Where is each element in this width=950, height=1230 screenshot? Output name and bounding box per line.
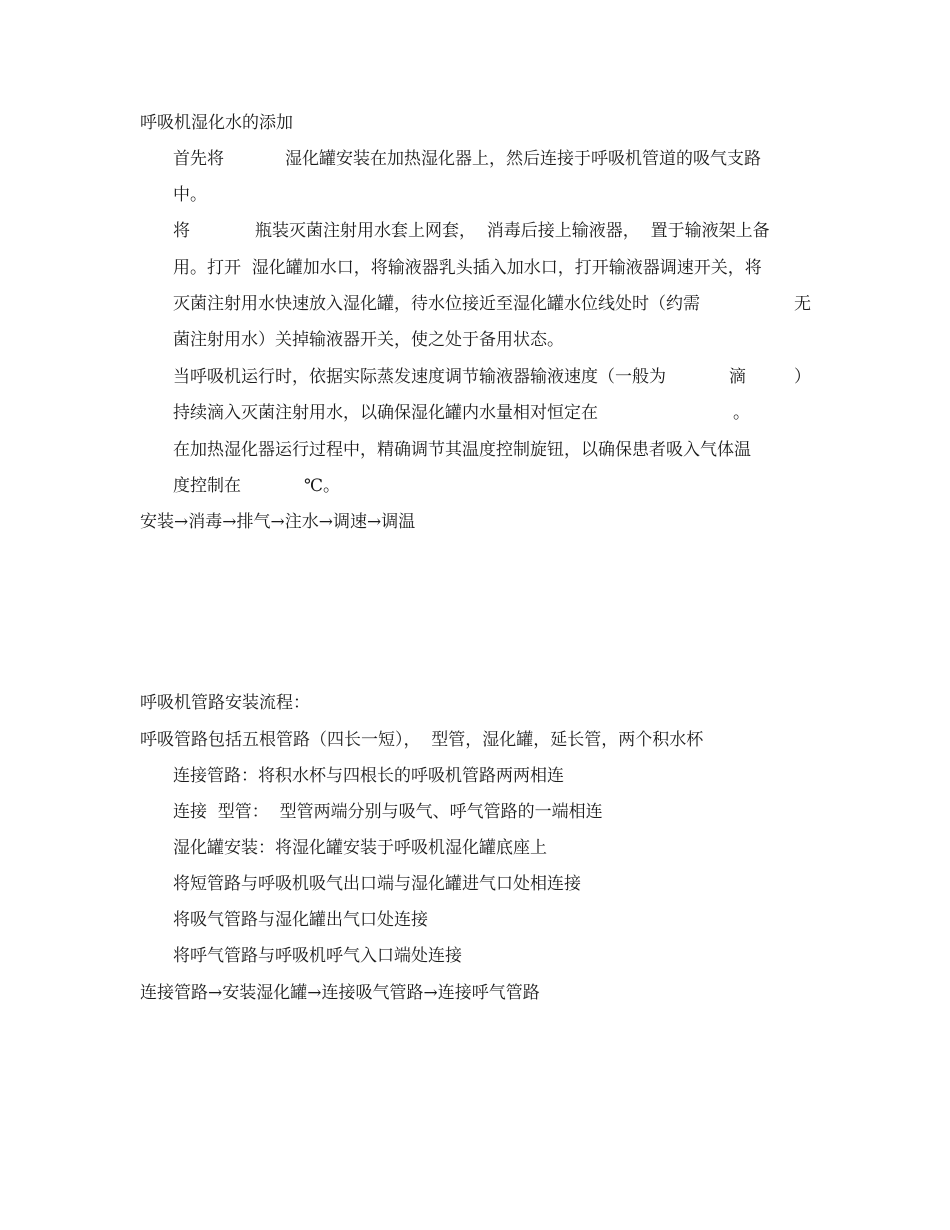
p1-line1-end: 湿化罐安装在加热湿化器上，然后连接于呼吸机管道的吸气支路	[285, 149, 761, 169]
p4-line1: 在加热湿化器运行过程中，精确调节其温度控制旋钮，以确保患者吸入气体温	[173, 440, 751, 460]
section2-flow: 连接管路→安装湿化罐→连接吸气管路→连接呼气管路	[140, 983, 540, 1003]
p2-line3-tail: 无	[794, 294, 811, 314]
p2-line3	[173, 294, 811, 314]
p2-line1-start: 将	[173, 221, 190, 241]
p3-drops-label: 滴	[729, 367, 746, 387]
p2-line1-end: 瓶装灭菌注射用水套上网套， 消毒后接上输液器， 置于输液架上备	[255, 221, 770, 241]
p3-line1-text: 当呼吸机运行时，依据实际蒸发速度调节输液器输液速度（一般为	[173, 367, 666, 387]
p2-line3-text: 灭菌注射用水快速放入湿化罐，待水位接近至湿化罐水位线处时（约需	[173, 294, 700, 314]
p2-line2: 用。打开 湿化罐加水口，将输液器乳头插入加水口，打开输液器调速开关，将	[173, 258, 762, 278]
p3-line1	[173, 367, 811, 387]
step-2: 连接 型管： 型管两端分别与吸气、呼气管路的一端相连	[173, 802, 603, 822]
step-5: 将吸气管路与湿化罐出气口处连接	[173, 910, 428, 930]
p4-line2-end: ℃。	[304, 476, 341, 496]
step-6: 将呼气管路与呼吸机呼气入口端处连接	[173, 946, 462, 966]
section2-title: 呼吸机管路安装流程：	[140, 693, 310, 713]
p3-line1-tail	[729, 367, 811, 387]
section1-flow: 安装→消毒→排气→注水→调速→调温	[140, 512, 416, 532]
p3-close-paren: ）	[794, 367, 811, 387]
section1-title: 呼吸机湿化水的添加	[140, 113, 293, 133]
p2-line4: 菌注射用水）关掉输液器开关，使之处于备用状态。	[173, 330, 564, 350]
step-3: 湿化罐安装：将湿化罐安装于呼吸机湿化罐底座上	[173, 838, 547, 858]
step-4: 将短管路与呼吸机吸气出口端与湿化罐进气口处相连接	[173, 874, 581, 894]
p1-line1-start: 首先将	[173, 149, 224, 169]
p3-line2-end: 。	[733, 403, 750, 423]
p4-line2-start: 度控制在	[173, 476, 241, 496]
step-1: 连接管路：将积水杯与四根长的呼吸机管路两两相连	[173, 766, 564, 786]
p3-line2-start: 持续滴入灭菌注射用水，以确保湿化罐内水量相对恒定在	[173, 403, 598, 423]
section2-intro: 呼吸管路包括五根管路（四长一短）， 型管，湿化罐，延长管，两个积水杯	[140, 730, 704, 750]
p1-line2: 中。	[173, 185, 207, 205]
